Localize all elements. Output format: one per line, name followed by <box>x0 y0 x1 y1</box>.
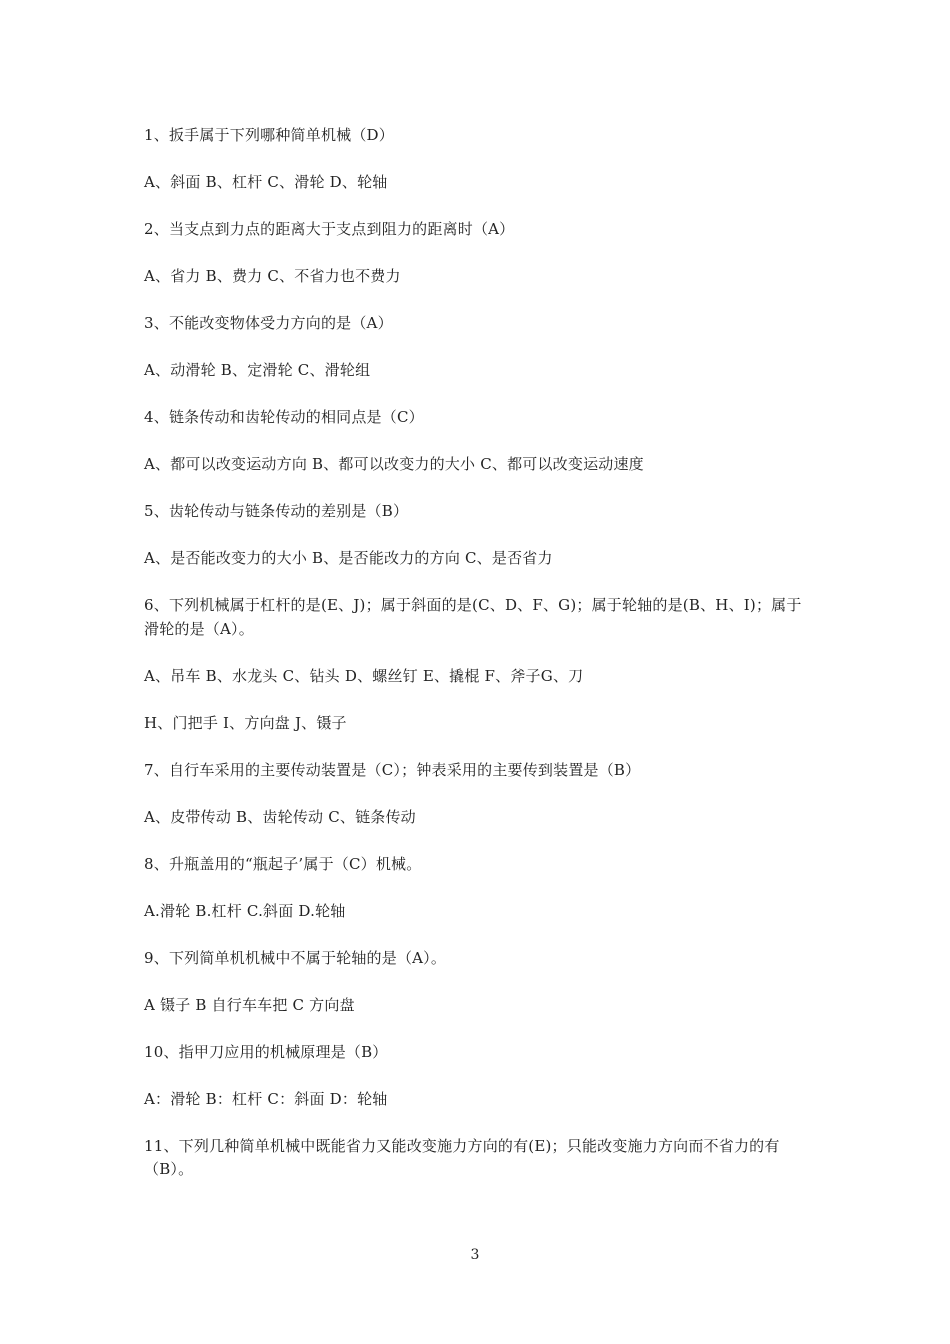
options-5: A、是否能改变力的大小 B、是否能改力的方向 C、是否省力 <box>144 549 553 567</box>
options-9: A 镊子 B 自行车车把 C 方向盘 <box>144 995 355 1014</box>
options-4: A、都可以改变运动方向 B、都可以改变力的大小 C、都可以改变运动速度 <box>144 455 644 473</box>
question-7: 7、自行车采用的主要传动装置是（C）；钟表采用的主要传到装置是（B） <box>144 760 641 779</box>
question-5: 5、齿轮传动与链条传动的差别是（B） <box>144 502 409 520</box>
options-6b: H、门把手 I、方向盘 J、镊子 <box>144 713 347 732</box>
options-10: A：滑轮 B：杠杆 C：斜面 D：轮轴 <box>144 1089 388 1108</box>
question-10: 10、指甲刀应用的机械原理是（B） <box>144 1042 388 1061</box>
options-7: A、皮带传动 B、齿轮传动 C、链条传动 <box>144 807 416 826</box>
options-3: A、动滑轮 B、定滑轮 C、滑轮组 <box>144 361 371 379</box>
options-1: A、斜面 B、杠杆 C、滑轮 D、轮轴 <box>144 173 388 191</box>
question-2: 2、当支点到力点的距离大于支点到阻力的距离时（A） <box>144 220 515 238</box>
question-8: 8、升瓶盖用的“瓶起子’属于（C）机械。 <box>144 854 422 873</box>
page-number: 3 <box>470 1247 480 1263</box>
question-4: 4、链条传动和齿轮传动的相同点是（C） <box>144 408 424 426</box>
options-8: A.滑轮 B.杠杆 C.斜面 D.轮轴 <box>144 901 346 920</box>
question-6: 6、下列机械属于杠杆的是(E、J)；属于斜面的是(C、D、F、G)；属于轮轴的是(B、H、I)；属于滑轮的是（A）。 <box>144 596 802 638</box>
question-3: 3、不能改变物体受力方向的是（A） <box>144 314 393 332</box>
question-9: 9、下列简单机机械中不属于轮轴的是（A）。 <box>144 948 447 967</box>
options-6a: A、吊车 B、水龙头 C、钻头 D、螺丝钉 E、撬棍 F、斧子G、刀 <box>144 666 584 685</box>
question-11: 11、下列几种简单机械中既能省力又能改变施力方向的有(E)；只能改变施力方向而不省力的有（B）。 <box>144 1136 780 1178</box>
question-1: 1、扳手属于下列哪种简单机械（D） <box>144 126 394 144</box>
document-body <box>144 124 814 1205</box>
options-2: A、省力 B、费力 C、不省力也不费力 <box>144 267 401 285</box>
